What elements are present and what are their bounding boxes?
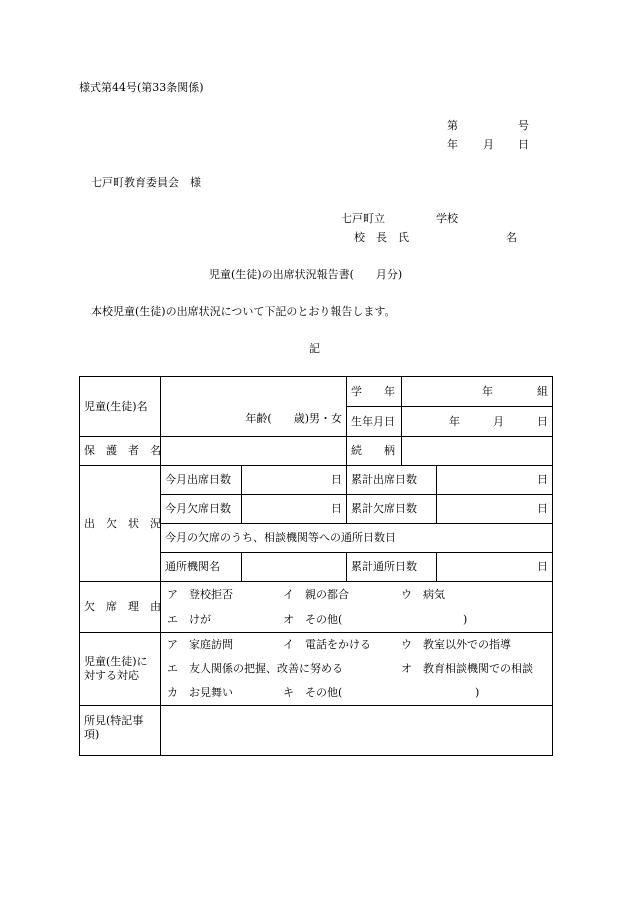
response-option[interactable]: オ 教育相談機関での相談 [401, 662, 533, 675]
grade-value[interactable]: 年 組 [402, 377, 553, 407]
remarks-field[interactable] [161, 706, 553, 756]
age-sex-text: 年齢( 歳)男・女 [245, 412, 342, 425]
response-close-paren: ) [475, 686, 480, 699]
remarks-label-line1: 所見(特記事 [84, 714, 144, 727]
addressee: 七戸町教育委員会 様 [91, 176, 201, 189]
consult-note: 今月の欠席のうち、相談機関等への通所日数日 [161, 524, 553, 553]
school-suffix: 学校 [436, 212, 458, 225]
absent-total-label: 累計欠席日数 [347, 495, 437, 524]
date-hi: 日 [518, 138, 529, 151]
child-name-field[interactable] [161, 377, 347, 437]
grade-label: 学 年 [347, 377, 402, 407]
date-nen: 年 [447, 138, 458, 151]
ki-heading: 記 [309, 342, 320, 355]
relation-label: 続 柄 [347, 437, 402, 466]
response-row [161, 633, 552, 657]
reason-option[interactable]: オ その他( [283, 613, 343, 626]
response-row [161, 681, 552, 705]
absent-total-field[interactable]: 日 [437, 495, 553, 524]
response-label-line1: 児童(生徒)に [84, 655, 148, 668]
response-option[interactable]: エ 友人関係の把握、改善に努める [167, 662, 343, 675]
response-option[interactable]: ウ 教室以外での指導 [401, 638, 511, 651]
child-name-label: 児童(生徒)名 [80, 377, 161, 437]
absence-reason-label: 欠 席 理 由 [80, 582, 161, 633]
facility-label: 通所機関名 [161, 553, 242, 582]
intro-text: 本校児童(生徒)の出席状況について下記のとおり報告します。 [91, 305, 396, 318]
response-option[interactable]: イ 電話をかける [283, 638, 371, 651]
document-title: 児童(生徒)の出席状況報告書( 月分) [209, 268, 403, 281]
school-prefix: 七戸町立 [341, 212, 385, 225]
response-label [80, 633, 161, 706]
remarks-label-line2: 項) [84, 728, 100, 741]
facility-field[interactable] [242, 553, 347, 582]
number-dai: 第 [447, 119, 458, 132]
remarks-label [80, 706, 161, 756]
relation-field[interactable] [402, 437, 553, 466]
present-total-label: 累計出席日数 [347, 466, 437, 495]
response-options [161, 633, 553, 706]
present-month-label: 今月出席日数 [161, 466, 242, 495]
guardian-field[interactable] [161, 437, 347, 466]
guardian-label: 保 護 者 名 [80, 437, 161, 466]
present-month-field[interactable]: 日 [242, 466, 347, 495]
response-label-line2: 対する対応 [84, 669, 139, 682]
principal-mei: 名 [506, 231, 517, 244]
absent-month-label: 今月欠席日数 [161, 495, 242, 524]
response-option[interactable]: ア 家庭訪問 [167, 638, 233, 651]
reason-option[interactable]: ウ 病気 [401, 588, 445, 601]
facility-total-field[interactable]: 日 [437, 553, 553, 582]
birth-label: 生年月日 [347, 407, 402, 437]
reason-option[interactable]: イ 親の都合 [283, 588, 349, 601]
absent-month-field[interactable]: 日 [242, 495, 347, 524]
form-number: 様式第44号(第33条関係) [79, 81, 204, 94]
date-tsuki: 月 [483, 138, 494, 151]
report-table [79, 376, 553, 756]
principal-label: 校 長 氏 [354, 231, 409, 244]
facility-total-label: 累計通所日数 [347, 553, 437, 582]
response-option[interactable]: カ お見舞い [167, 686, 233, 699]
number-go: 号 [518, 119, 529, 132]
reason-close-paren: ) [463, 613, 468, 626]
response-row [161, 657, 552, 681]
reason-row [161, 607, 552, 632]
reason-row [161, 582, 552, 607]
present-total-field[interactable]: 日 [437, 466, 553, 495]
response-option[interactable]: キ その他( [283, 686, 343, 699]
attendance-label: 出 欠 状 況 [80, 466, 161, 582]
reason-option[interactable]: ア 登校拒否 [167, 588, 233, 601]
reason-option[interactable]: エ けが [167, 613, 211, 626]
absence-reason-options [161, 582, 553, 633]
birth-value[interactable]: 年 月 日 [402, 407, 553, 437]
